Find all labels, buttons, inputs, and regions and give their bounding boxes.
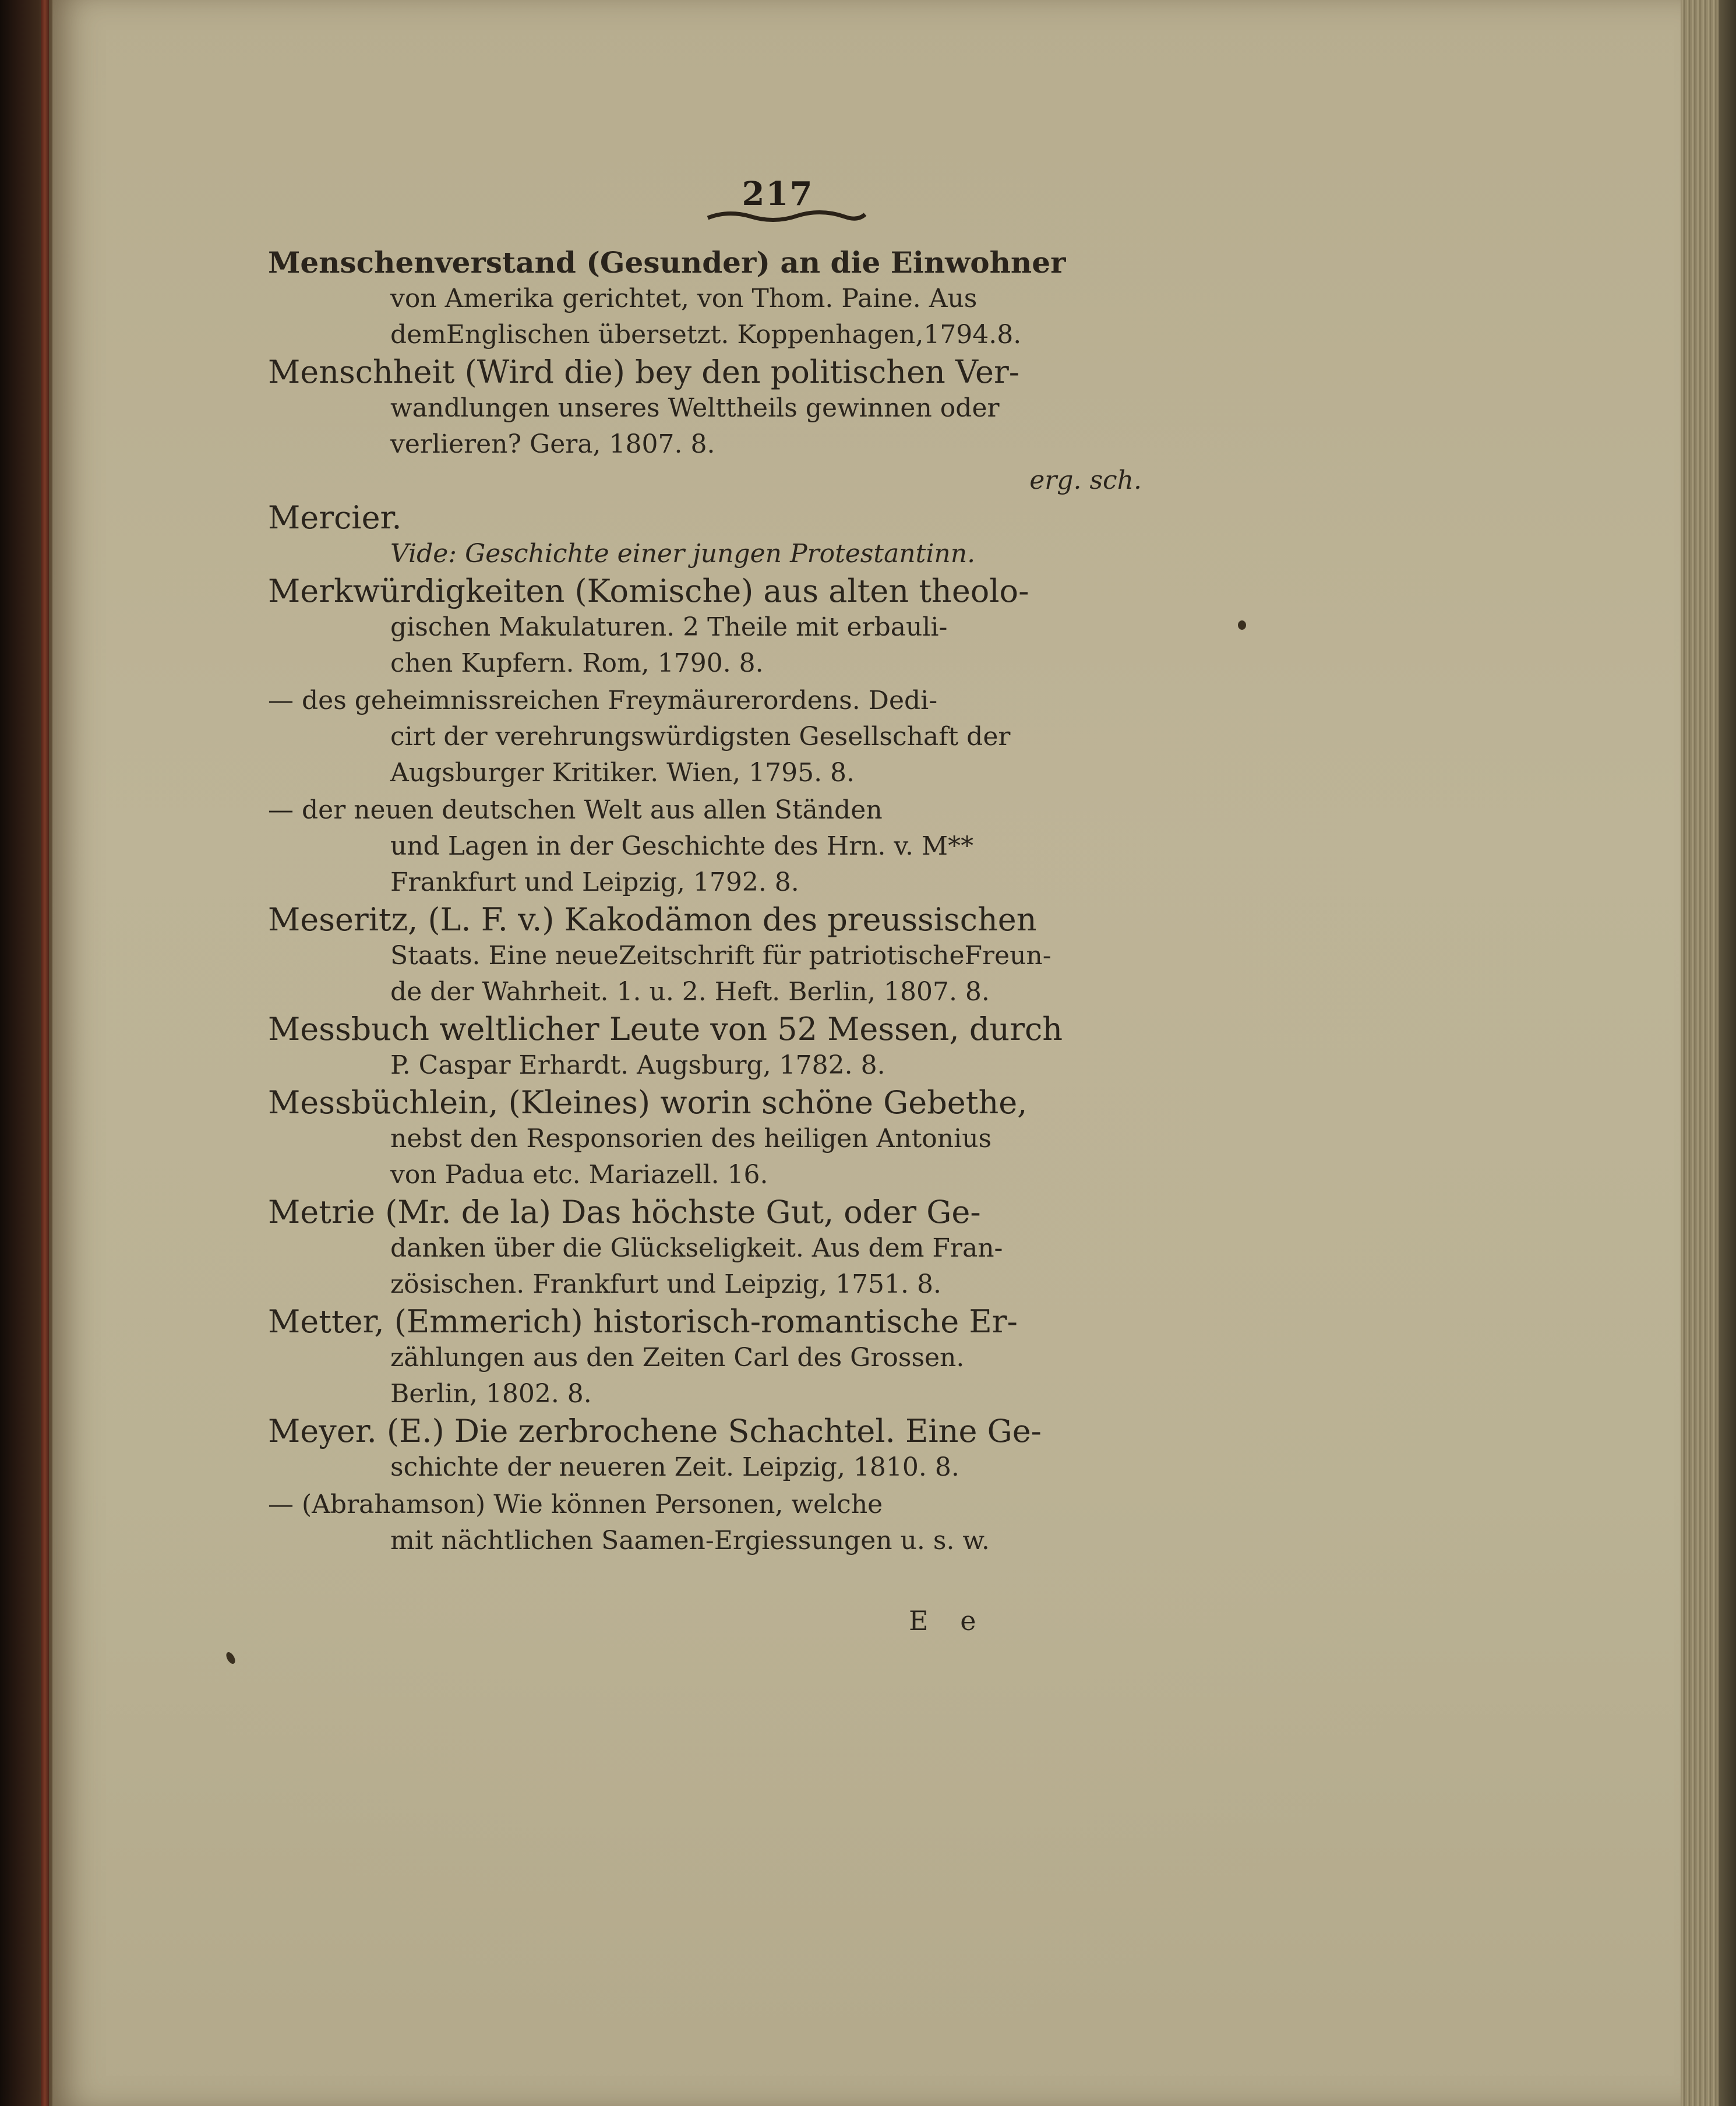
catalog-entry bbox=[268, 500, 1177, 572]
book-page bbox=[52, 0, 1681, 2106]
catalog-entry bbox=[268, 573, 1177, 682]
catalog-entry bbox=[268, 1011, 1177, 1084]
catalog-entry bbox=[268, 1304, 1177, 1412]
entry-line: Augsburger Kritiker. Wien, 1795. 8. bbox=[390, 758, 855, 788]
catalog-entry bbox=[268, 902, 1177, 1010]
entry-line: Mercier. bbox=[268, 499, 402, 536]
catalog-entry bbox=[268, 245, 1177, 353]
entry-note: erg. sch. bbox=[1029, 465, 1142, 495]
entry-line: von Padua etc. Mariazell. 16. bbox=[390, 1160, 768, 1190]
entry-line: Berlin, 1802. 8. bbox=[390, 1379, 592, 1409]
entry-line: schichte der neueren Zeit. Leipzig, 1810. 8. bbox=[390, 1452, 959, 1482]
page-number-ornament bbox=[705, 205, 868, 228]
entry-line: Metter, (Emmerich) historisch-romantische Er- bbox=[268, 1303, 1018, 1340]
entry-line: zösischen. Frankfurt und Leipzig, 1751. 8. bbox=[390, 1269, 941, 1299]
catalog-entry bbox=[268, 1085, 1177, 1193]
entry-line: — der neuen deutschen Welt aus allen Ständen bbox=[268, 795, 883, 825]
catalog-entry bbox=[268, 683, 1177, 791]
entry-line: cirt der verehrungswürdigsten Gesellschaft der bbox=[390, 722, 1011, 752]
catalog-entry bbox=[268, 1194, 1177, 1303]
entry-line: — des geheimnissreichen Freymäurerordens. Dedi- bbox=[268, 686, 938, 715]
entry-line: Merkwürdigkeiten (Komische) aus alten theolo- bbox=[268, 573, 1029, 609]
entry-line: — (Abrahamson) Wie können Personen, welche bbox=[268, 1490, 883, 1519]
entry-line: wandlungen unseres Welttheils gewinnen oder bbox=[390, 393, 1000, 423]
entry-line: Messbüchlein, (Kleines) worin schöne Gebethe, bbox=[268, 1084, 1028, 1121]
entry-line: Frankfurt und Leipzig, 1792. 8. bbox=[390, 867, 799, 897]
entry-line: und Lagen in der Geschichte des Hrn. v. M** bbox=[390, 831, 974, 861]
entry-line: P. Caspar Erhardt. Augsburg, 1782. 8. bbox=[390, 1050, 885, 1080]
catchword: E e bbox=[909, 1605, 988, 1636]
catalog-entries bbox=[268, 245, 1177, 1560]
entry-line: gischen Makulaturen. 2 Theile mit erbauli- bbox=[390, 612, 948, 642]
catalog-entry bbox=[268, 354, 1177, 499]
entry-line: danken über die Glückseligkeit. Aus dem Fran- bbox=[390, 1233, 1003, 1263]
entry-line: nebst den Responsorien des heiligen Antonius bbox=[390, 1124, 992, 1153]
entry-line: Menschheit (Wird die) bey den politischen Ver- bbox=[268, 354, 1020, 390]
entry-line: Staats. Eine neueZeitschrift für patriotischeFreun- bbox=[390, 941, 1052, 971]
binding-edge bbox=[41, 0, 49, 2106]
entry-line: verlieren? Gera, 1807. 8. bbox=[390, 429, 715, 459]
catalog-entry bbox=[268, 1413, 1177, 1486]
entry-line: von Amerika gerichtet, von Thom. Paine. Aus bbox=[390, 284, 978, 313]
page-fore-edge bbox=[1681, 0, 1736, 2106]
catalog-entry bbox=[268, 792, 1177, 901]
entry-line: Menschenverstand (Gesunder) an die Einwohner bbox=[268, 245, 1066, 280]
catalog-entry bbox=[268, 1487, 1177, 1559]
entry-line: Messbuch weltlicher Leute von 52 Messen, durch bbox=[268, 1011, 1063, 1047]
entry-line: Meyer. (E.) Die zerbrochene Schachtel. Eine Ge- bbox=[268, 1413, 1042, 1449]
entry-line: zählungen aus den Zeiten Carl des Grossen. bbox=[390, 1343, 965, 1373]
entry-line: chen Kupfern. Rom, 1790. 8. bbox=[390, 648, 764, 678]
ink-speck bbox=[1238, 620, 1246, 630]
entry-line: de der Wahrheit. 1. u. 2. Heft. Berlin, 1807. 8. bbox=[390, 977, 990, 1007]
entry-line: mit nächtlichen Saamen-Ergiessungen u. s. w. bbox=[390, 1526, 990, 1555]
entry-line: Meseritz, (L. F. v.) Kakodämon des preussischen bbox=[268, 901, 1037, 938]
entry-line: demEnglischen übersetzt. Koppenhagen,1794.8. bbox=[390, 320, 1022, 350]
ink-speck bbox=[224, 1650, 237, 1665]
entry-line: Metrie (Mr. de la) Das höchste Gut, oder Ge- bbox=[268, 1194, 981, 1230]
entry-line: Vide: Geschichte einer jungen Protestantinn. bbox=[390, 539, 976, 569]
page-number: 217 bbox=[742, 175, 814, 213]
